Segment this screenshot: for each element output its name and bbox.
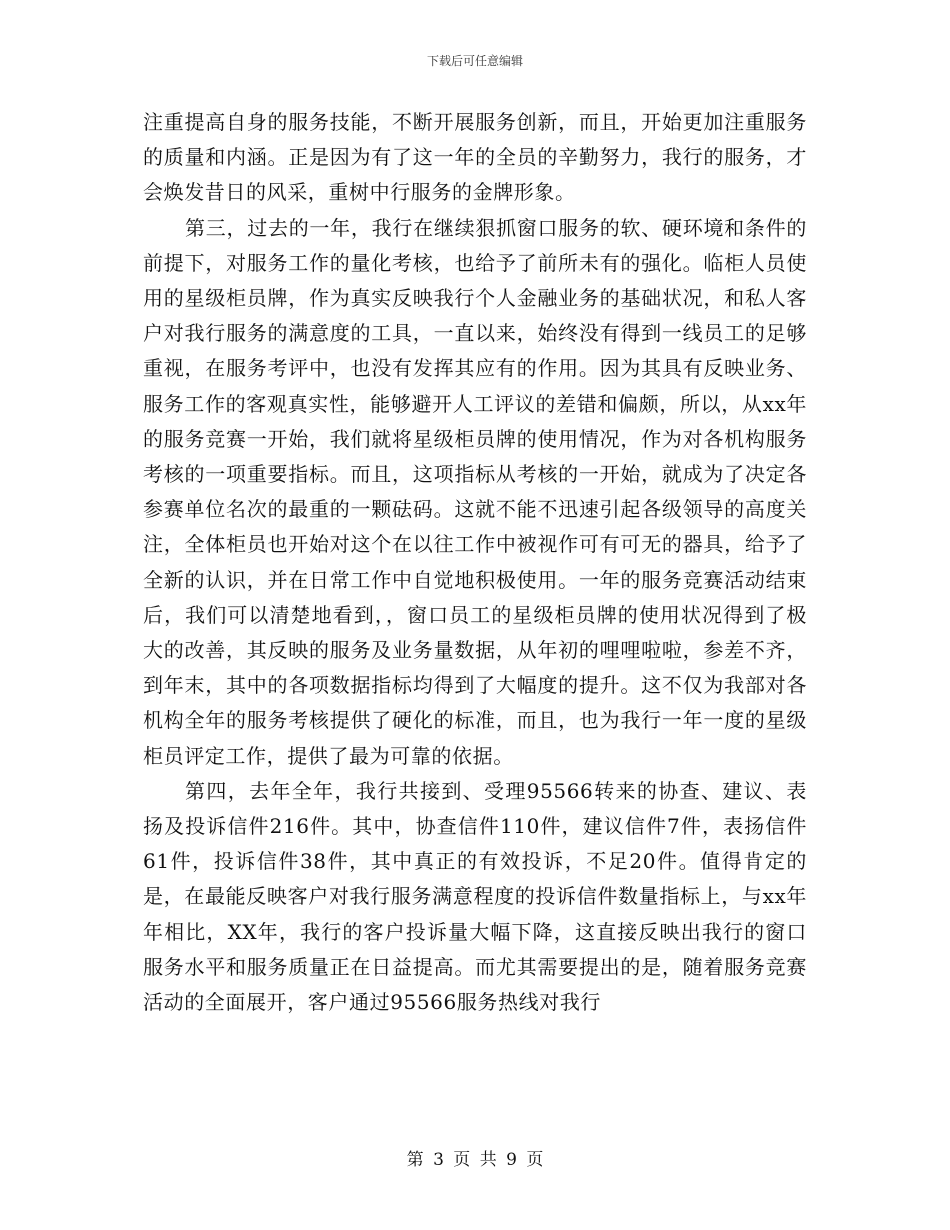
paragraph-continuation: 注重提高自身的服务技能，不断开展服务创新，而且，开始更加注重服务的质量和内涵。正是因为有了这一年的全员的辛勤努力，我行的服务，才会焕发昔日的风采，重树中行服务的金牌形象。 (143, 110, 807, 205)
page-header-note: 下载后可任意编辑 (426, 54, 523, 68)
document-body (143, 105, 807, 1020)
page-number: 第 3 页 共 9 页 (406, 1150, 544, 1170)
paragraph-third-point: 第三，过去的一年，我行在继续狠抓窗口服务的软、硬环境和条件的前提下，对服务工作的量化考核，也给予了前所未有的强化。临柜人员使用的星级柜员牌，作为真实反映我行个人金融业务的基础状况，和私人客户对我行服务的满意度的工具，一直以来，始终没有得到一线员工的足够重视，在服务考评中，也没有发挥其应有的作用。因为其具有反映业务、服务工作的客观真实性，能够避开人工评议的差错和偏颇，所以，从xx年的服务竞赛一开始，我们就将星级柜员牌的使用情况，作为对各机构服务考核的一项重要指标。而且，这项指标从考核的一开始，就成为了决定各参赛单位名次的最重的一颗砝码。这就不能不迅速引起各级领导的高度关注，全体柜员也开始对这个在以往工作中被视作可有可无的器具，给予了全新的认识，并在日常工作中自觉地积极使用。一年的服务竞赛活动结束后，我们可以清楚地看到，，窗口员工的星级柜员牌的使用状况得到了极大的改善，其反映的服务及业务量数据，从年初的哩哩啦啦，参差不齐，到年末，其中的各项数据指标均得到了大幅度的提升。这不仅为我部对各机构全年的服务考核提供了硬化的标准，而且，也为我行一年一度的星级柜员评定工作，提供了最为可靠的依据。 (143, 215, 807, 768)
paragraph-fourth-point: 第四，去年全年，我行共接到、受理95566转来的协查、建议、表扬及投诉信件216件。其中，协查信件110件，建议信件7件，表扬信件61件，投诉信件38件，其中真正的有效投诉，不足20件。值得肯定的是，在最能反映客户对我行服务满意程度的投诉信件数量指标上，与xx年年相比，XX年，我行的客户投诉量大幅下降，这直接反映出我行的窗口服务水平和服务质量正在日益提高。而尤其需要提出的是，随着服务竞赛活动的全面展开，客户通过95566服务热线对我行 (143, 778, 807, 1015)
